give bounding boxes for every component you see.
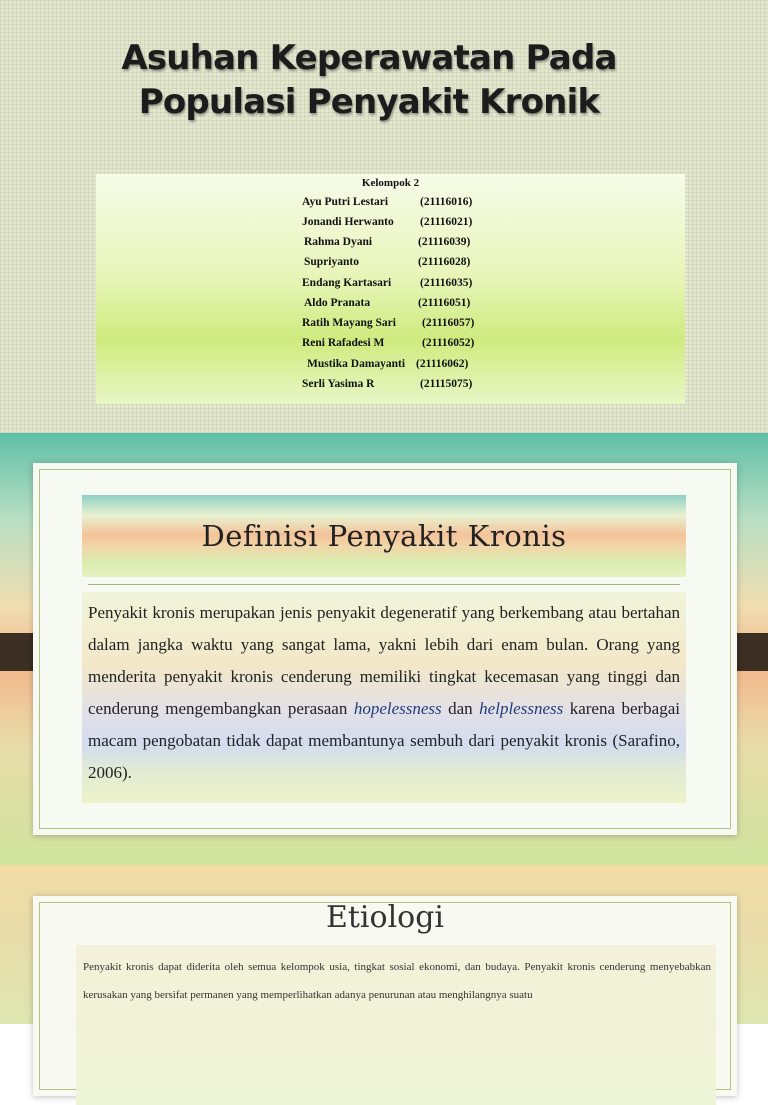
etiology-text-box	[76, 945, 716, 1105]
paragraph-text: dan	[441, 699, 480, 718]
title-band	[82, 495, 686, 577]
paragraph-text: karena berbagai macam pengobatan tidak dapat membantunya sembuh dari penyakit kronis (Sarafino, 2006).	[88, 699, 680, 782]
member-list-box	[96, 174, 685, 404]
member-name: Jonandi Herwanto	[302, 216, 394, 228]
definition-title: Definisi Penyakit Kronis	[201, 519, 567, 553]
member-name: Rahma Dyani	[304, 236, 373, 248]
member-name: Ratih Mayang Sari	[302, 317, 396, 329]
member-id: (21116028)	[418, 256, 471, 268]
member-name: Ayu Putri Lestari	[302, 196, 389, 208]
term-helplessness: helplessness	[479, 699, 564, 718]
member-id: (21116035)	[420, 277, 473, 289]
member-id: (21116016)	[420, 196, 473, 208]
member-id: (21116039)	[418, 236, 471, 248]
paragraph-text: Penyakit kronis merupakan jenis penyakit degeneratif yang berkembang atau bertahan dalam jangka waktu yang sangat lama, yakni lebih dari enam bulan. Orang yang menderita penyakit kronis cenderung memiliki tingkat kecemasan yang tinggi dan cenderung mengembangkan perasaan	[88, 603, 680, 718]
etiology-paragraph: Penyakit kronis dapat diderita oleh semua kelompok usia, tingkat sosial ekonomi, dan budaya. Penyakit kronis cenderung menyebabkan kerusakan yang bersifat permanen yang memperlihatkan adanya penurunan atau menghilangnya suatu	[83, 961, 711, 1001]
member-name: Aldo Pranata	[304, 297, 371, 309]
member-id: (21116062)	[416, 358, 469, 370]
member-name: Mustika Damayanti	[307, 358, 406, 370]
slide-definition	[0, 433, 768, 865]
member-id: (21115075)	[420, 378, 473, 390]
title-line-1: Asuhan Keperawatan Pada	[121, 38, 617, 78]
presentation-title	[0, 36, 738, 124]
etiology-title: Etiologi	[325, 900, 445, 935]
definition-paragraph	[88, 597, 680, 789]
member-id: (21116057)	[422, 317, 475, 329]
member-id: (21116052)	[422, 337, 475, 349]
member-name: Endang Kartasari	[302, 277, 392, 289]
member-id: (21116051)	[418, 297, 471, 309]
title-line-2: Populasi Penyakit Kronik	[138, 82, 600, 122]
member-name: Supriyanto	[304, 256, 359, 268]
group-label: Kelompok 2	[361, 177, 420, 189]
definition-card	[33, 463, 737, 835]
divider	[88, 584, 680, 585]
term-hopelessness: hopelessness	[353, 699, 442, 718]
definition-text-box	[82, 592, 686, 803]
member-name: Serli Yasima R	[302, 378, 375, 390]
slide-etiology	[0, 865, 768, 1024]
etiology-card	[33, 896, 737, 1096]
member-name: Reni Rafadesi M	[302, 337, 385, 349]
slide-title	[0, 0, 768, 433]
member-id: (21116021)	[420, 216, 473, 228]
